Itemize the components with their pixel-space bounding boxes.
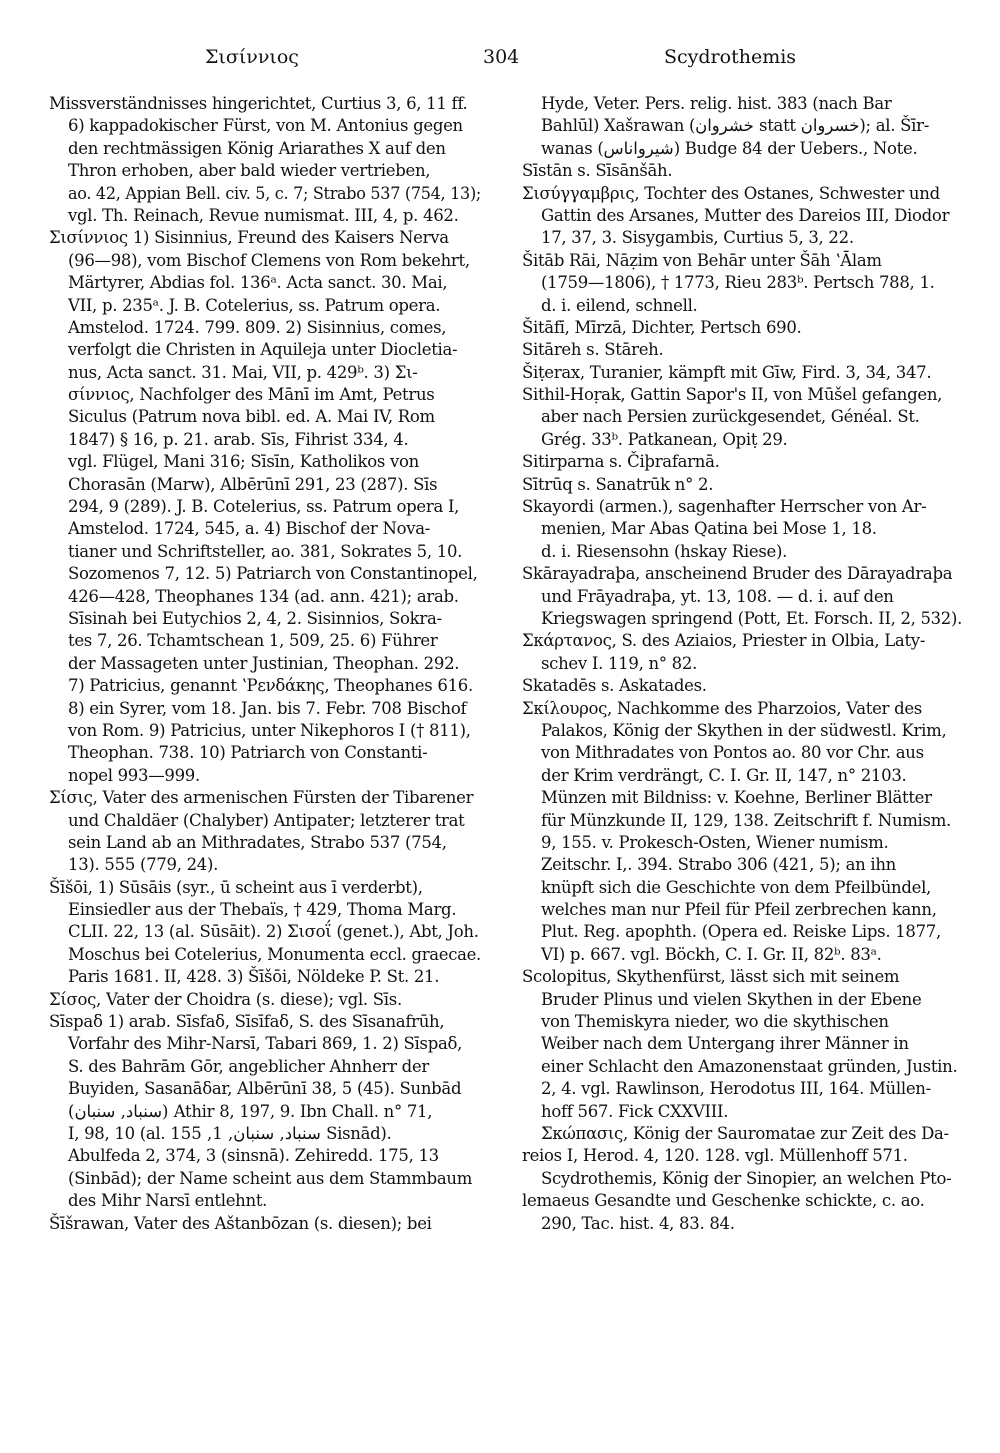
text-line: sein Land ab an Mithradates, Strabo 537 (754, [68,832,447,852]
text-line: für Münzkunde II, 129, 138. Zeitschrift f. Numism. [541,810,951,830]
text-line: reios I, Herod. 4, 120. 128. vgl. Müllenhoff 571. [522,1146,908,1166]
text-line: den rechtmässigen König Ariarathes X auf den [68,138,446,158]
text-line: Palakos, König der Skythen in der südwestl. Krim, [541,720,947,740]
text-line: 13). 555 (779, 24). [68,855,219,875]
text-line: 1847) § 16, p. 21. arab. Sīs, Fihrist 334, 4. [68,429,409,449]
text-line: Vorfahr des Mihr-Narsī, Tabari 869, 1. 2) Sīspaδ, [68,1034,463,1054]
text-line: Weiber nach dem Untergang ihrer Männer in [541,1034,909,1054]
text-line: 426—428, Theophanes 134 (ad. ann. 421); arab. [68,586,459,606]
text-line: 290, Tac. hist. 4, 83. 84. [541,1213,735,1233]
text-line: einer Schlacht den Amazonenstaat gründen, Justin. [541,1056,958,1076]
text-line: 2, 4. vgl. Rawlinson, Herodotus III, 164. Müllen- [541,1079,931,1099]
text-line: Skārayadraþa, anscheinend Bruder des Dārayadraþa [522,564,953,584]
text-line: der Krim verdrängt, C. I. Gr. II, 147, n° 2103. [541,765,907,785]
text-line: wanas (شیرواناس) Budge 84 der Uebers., Note. [541,138,918,158]
text-line: welches man nur Pfeil für Pfeil zerbrechen kann, [541,900,937,920]
text-line: 9, 155. v. Prokesch-Osten, Wiener numism. [541,832,889,852]
text-line: Sīstān s. Sīsānšāh. [522,161,673,181]
text-line: Paris 1681. II, 428. 3) Šīšōi, Nöldeke P. St. 21. [68,967,440,987]
text-line: Thron erhoben, aber bald wieder vertrieben, [68,161,431,181]
text-line: tes 7, 26. Tchamtschean 1, 509, 25. 6) Führer [68,631,438,651]
text-line: knüpft sich die Geschichte von dem Pfeilbündel, [541,877,932,897]
text-line: Siculus (Patrum nova bibl. ed. A. Mai IV, Rom [68,407,435,427]
text-line: tianer und Schriftsteller, ao. 381, Sokrates 5, 10. [68,541,463,561]
text-line: Sīspaδ 1) arab. Sīsfaδ, Sīsīfaδ, S. des Sīsanafrūh, [49,1012,445,1032]
right-column [522,93,962,1235]
text-line: (Sinbād); der Name scheint aus dem Stammbaum [68,1168,473,1188]
text-line: und Chaldäer (Chalyber) Antipater; letzterer trat [68,810,465,830]
page-number: 304 [483,46,520,68]
text-line: der Massageten unter Justinian, Theophan. 292. [68,653,460,673]
text-line: nopel 993—999. [68,765,200,785]
text-line: (سنباد, سنبان) Athir 8, 197, 9. Ibn Chall. n° 71, [68,1101,433,1121]
text-line: Sozomenos 7, 12. 5) Patriarch von Constantinopel, [68,564,478,584]
text-line: 7) Patricius, genannt ʽΡενδάκης, Theophanes 616. [68,676,473,696]
text-line: Chorasān (Marw), Albērūnī 291, 23 (287). Sīs [68,474,438,494]
text-line: schev I. 119, n° 82. [541,653,698,673]
text-line: aber nach Persien zurückgesendet, Généal. St. [541,407,920,427]
text-line: d. i. eilend, schnell. [541,295,698,315]
text-line: menien, Mar Abas Qatina bei Mose 1, 18. [541,519,877,539]
text-line: VI) p. 667. vgl. Böckh, C. I. Gr. II, 82ᵇ. 83ᵃ. [541,944,882,964]
text-line: Šīšōi, 1) Sūsāis (syr., ū scheint aus ī verderbt), [49,877,423,897]
text-line: Sitirparna s. Čiþrafarnā. [522,452,720,472]
text-line: Theophan. 738. 10) Patriarch von Constanti- [68,743,428,763]
text-line: Missverständnisses hingerichtet, Curtius 3, 6, 11 ff. [49,94,468,113]
text-line: Σκίλουρος, Nachkomme des Pharzoios, Vater des [522,698,922,718]
text-line: Münzen mit Bildniss: v. Koehne, Berliner Blätter [541,788,932,808]
text-line: Gattin des Arsanes, Mutter des Dareios III, Diodor [541,205,950,225]
text-line: Hyde, Veter. Pers. relig. hist. 383 (nach Bar [541,94,892,113]
text-line: d. i. Riesensohn (hskay Riese). [541,541,788,561]
text-line: Σισίννιος 1) Sisinnius, Freund des Kaisers Nerva [49,228,449,248]
text-line: Grég. 33ᵇ. Patkanean, Opiṭ 29. [541,429,788,449]
text-line: Σκάρτανος, S. des Aziaios, Priester in Olbia, Laty- [522,631,926,651]
text-line: des Mihr Narsī entlehnt. [68,1191,268,1211]
text-line: ao. 42, Appian Bell. civ. 5, c. 7; Strabo 537 (754, 13); [68,183,482,203]
text-line: 8) ein Syrer, vom 18. Jan. bis 7. Febr. 708 Bischof [68,698,467,718]
running-head-right: Scydrothemis [664,46,797,68]
text-line: Skayordi (armen.), sagenhafter Herrscher von Ar- [522,497,927,517]
text-line: Buyiden, Sasanāδar, Albērūnī 38, 5 (45). Sunbād [68,1079,462,1099]
text-line: Scydrothemis, König der Sinopier, an welchen Pto- [541,1168,952,1188]
text-line: 294, 9 (289). J. B. Cotelerius, ss. Patrum opera I, [68,497,460,517]
text-line: Moschus bei Cotelerius, Monumenta eccl. graecae. [68,944,481,964]
text-line: Sithil-Hoṛak, Gattin Sapor's II, von Mūšel gefangen, [522,385,943,405]
text-line: Šīšrawan, Vater des Aštanbōzan (s. diesen); bei [49,1213,432,1233]
text-line: Zeitschr. I,. 394. Strabo 306 (421, 5); an ihn [541,855,897,875]
text-line: Amstelod. 1724. 799. 809. 2) Sisinnius, comes, [68,317,447,337]
text-line: Šiṭerax, Turanier, kämpft mit Gīw, Fird. 3, 34, 347. [522,362,932,382]
text-line: Plut. Reg. apophth. (Opera ed. Reiske Lips. 1877, [541,922,941,942]
text-line: (96—98), vom Bischof Clemens von Rom bekehrt, [68,250,470,270]
text-line: vgl. Th. Reinach, Revue numismat. III, 4, p. 462. [68,205,459,225]
left-column [49,93,481,1235]
text-line: verfolgt die Christen in Aquileja unter Diocletia- [68,340,458,360]
text-line: und Frāyadraþa, yt. 13, 108. — d. i. auf den [541,586,894,606]
text-line: Bahlūl) Xašrawan (خشروان statt خسروان); al. Šīr- [541,116,929,136]
text-line: hoff 567. Fick CXXVIII. [541,1101,729,1121]
text-line: Märtyrer, Abdias fol. 136ᵃ. Acta sanct. 30. Mai, [68,273,448,293]
text-line: nus, Acta sanct. 31. Mai, VII, p. 429ᵇ. 3) Σι- [68,362,418,382]
text-line: Šitāfī, Mīrzā, Dichter, Pertsch 690. [522,317,802,337]
text-line: von Themiskyra nieder, wo die skythischen [541,1012,889,1032]
text-line: 6) kappadokischer Fürst, von M. Antonius gegen [68,116,463,136]
text-line: Kriegswagen springend (Pott, Et. Forsch. II, 2, 532). [541,608,963,628]
text-line: Amstelod. 1724, 545, a. 4) Bischof der Nova- [68,519,431,539]
text-line: σίννιος, Nachfolger des Mānī im Amt, Petrus [68,385,435,405]
text-line: vgl. Flügel, Mani 316; Sīsīn, Katholikos von [68,452,419,472]
text-line: S. des Bahrām Gōr, angeblicher Ahnherr der [68,1056,429,1076]
running-head-left: Σισίννιος [205,46,299,68]
text-line: Šitāb Rāi, Nāẓim von Behār unter Šāh ʽĀlam [522,250,882,270]
text-line: Sitāreh s. Stāreh. [522,340,664,360]
text-line: Σισύγγαμβρις, Tochter des Ostanes, Schwester und [522,183,940,203]
text-line: 17, 37, 3. Sisygambis, Curtius 5, 3, 22. [541,228,854,248]
running-header [0,46,1000,76]
text-line: Sīsinah bei Eutychios 2, 4, 2. Sisinnios, Sokra- [68,608,442,628]
text-line: Σκώπασις, König der Sauromatae zur Zeit des Da- [541,1123,949,1143]
text-line: von Rom. 9) Patricius, unter Nikephoros I († 811), [68,720,471,740]
text-line: Abulfeda 2, 374, 3 (sinsnā). Zehiredd. 175, 13 [68,1146,439,1166]
text-line: VII, p. 235ᵃ. J. B. Cotelerius, ss. Patrum opera. [68,295,441,315]
text-line: I, 98, 10 (al. سنباد, سنبان, 1, 155 Sisnād). [68,1123,392,1143]
text-line: lemaeus Gesandte und Geschenke schickte, c. ao. [522,1191,925,1211]
text-line: Bruder Plinus und vielen Skythen in der Ebene [541,989,922,1009]
text-line: Σίσις, Vater des armenischen Fürsten der Tibarener [49,788,474,808]
text-line: (1759—1806), † 1773, Rieu 283ᵇ. Pertsch 788, 1. [541,273,935,293]
text-line: Einsiedler aus der Thebaïs, † 429, Thoma Marg. [68,900,457,920]
text-line: Sītrūq s. Sanatrūk n° 2. [522,474,714,494]
text-line: Scolopitus, Skythenfürst, lässt sich mit seinem [522,967,900,987]
text-line: von Mithradates von Pontos ao. 80 vor Chr. aus [541,743,924,763]
text-line: Σίσος, Vater der Choidra (s. diese); vgl. Sīs. [49,989,402,1009]
text-line: Skatadēs s. Askatades. [522,676,707,696]
text-line: CLII. 22, 13 (al. Sūsāit). 2) Σισοΐ (genet.), Abt, Joh. [68,922,479,942]
